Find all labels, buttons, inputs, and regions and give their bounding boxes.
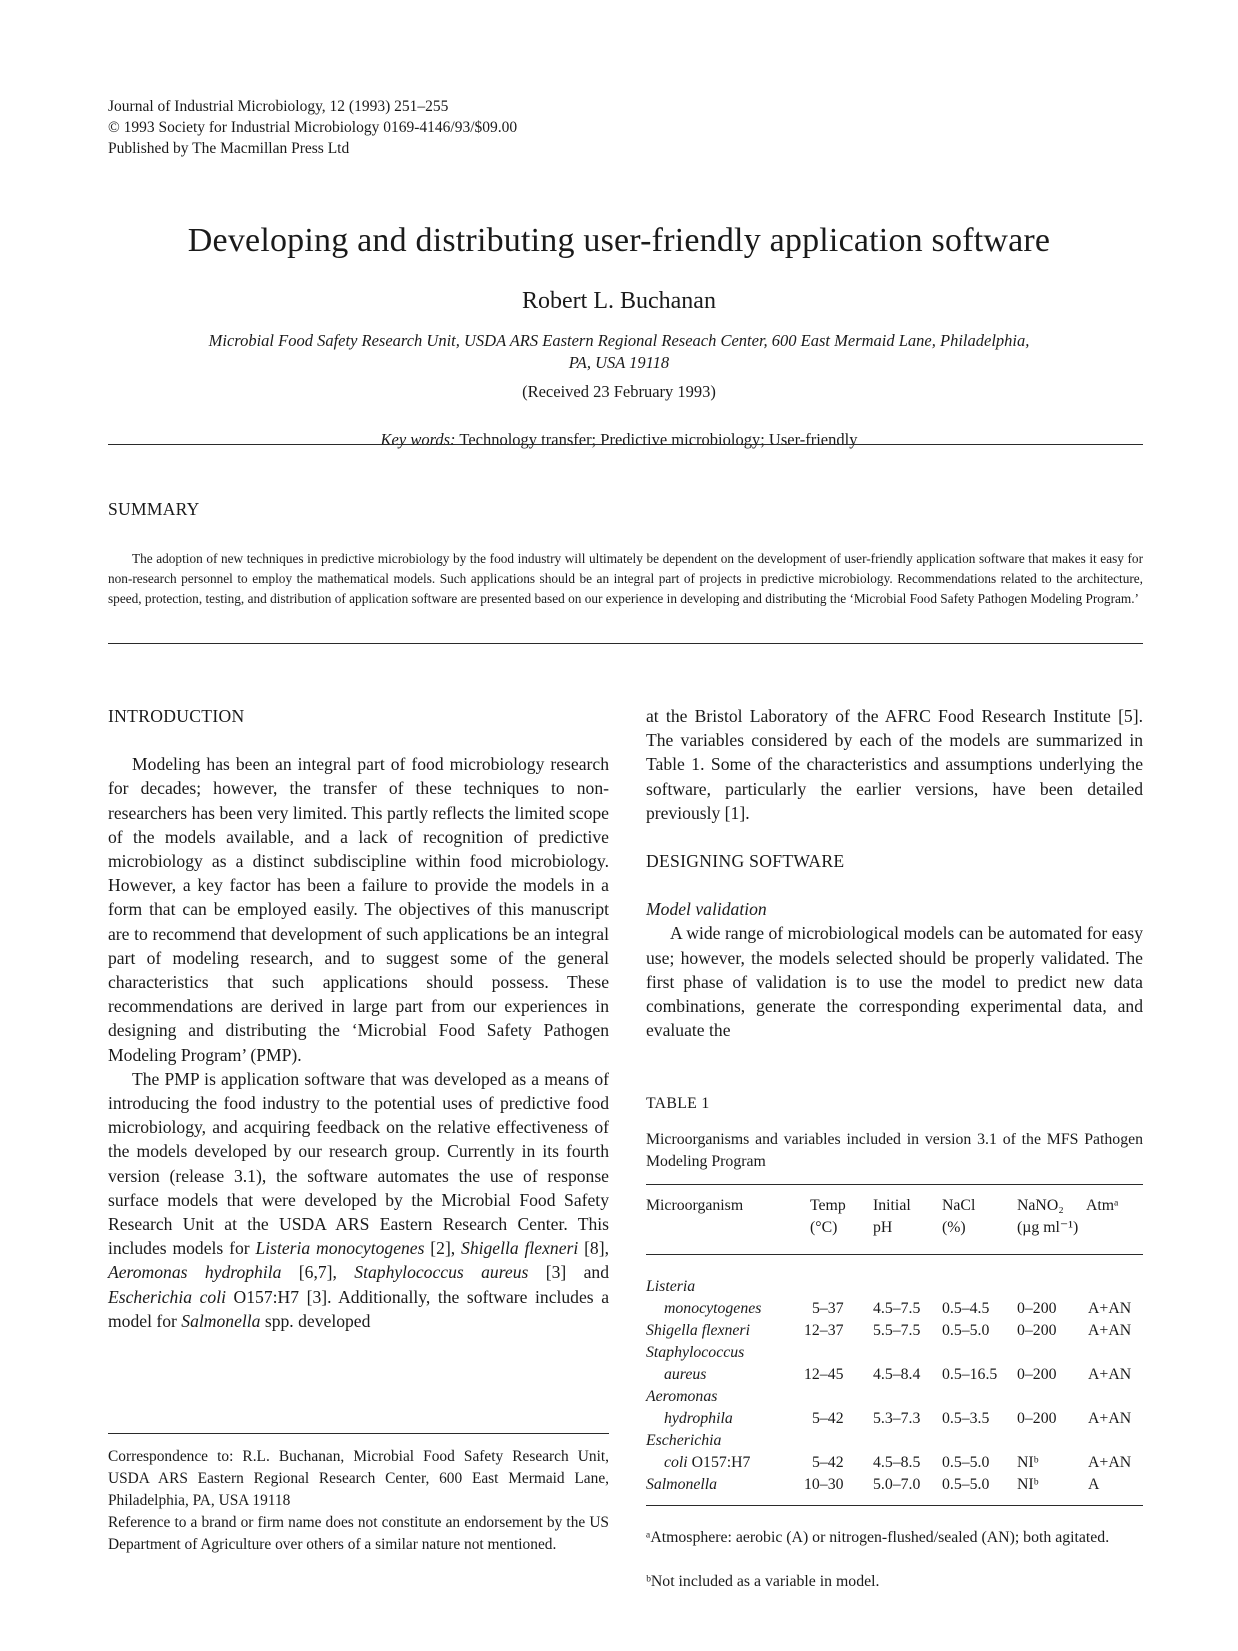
footnote [108, 1446, 609, 1556]
row-temp: 5–42 [812, 1454, 844, 1471]
row-nano2: 0–200 [1017, 1300, 1057, 1317]
table-caption: Microorganisms and variables included in version 3.1 of the MFS Pathogen Modeling Program [646, 1131, 1143, 1170]
summary-heading: SUMMARY [108, 499, 200, 519]
row-organism-species: monocytogenes [664, 1300, 762, 1317]
table-bottom-rule [646, 1505, 1143, 1506]
summary-text: The adoption of new techniques in predictive microbiology by the food industry will ultimately be dependent on the development of user-friendly application software that makes it easy for non-research personnel to employ the mathematical models. Such applications should be an integral part of projects in predictive microbiology. Recommendations related to the architecture, speed, protection, testing, and distribution of application software are presented based on our experience in developing and distributing the ‘Microbial Food Safety Pathogen Modeling Program.’ [108, 551, 1143, 606]
row-ph: 4.5–7.5 [873, 1300, 921, 1317]
row-nano2: NIᵇ [1017, 1454, 1039, 1471]
row-organism-genus: Listeria [646, 1278, 696, 1295]
row-atm: A+AN [1088, 1410, 1132, 1427]
row-atm: A [1088, 1476, 1100, 1493]
correspondence-note: Correspondence to: R.L. Buchanan, Microbial Food Safety Research Unit, USDA ARS Eastern Regional Research Center, 600 East Mermaid Lane, Philadelphia, PA, USA 19118 [108, 1448, 609, 1509]
copyright-line: © 1993 Society for Industrial Microbiology 0169-4146/93/$09.00 [108, 119, 518, 136]
author-affiliation [150, 330, 1088, 374]
row-organism-genus: Aeromonas [646, 1388, 718, 1405]
table-note-a: ᵃAtmosphere: aerobic (A) or nitrogen-flushed/sealed (AN); both agitated. [646, 1529, 1110, 1546]
table-header-rule [646, 1254, 1143, 1255]
row-nacl: 0.5–5.0 [942, 1476, 990, 1493]
row-nano2: 0–200 [1017, 1366, 1057, 1383]
received-date: (Received 23 February 1993) [522, 382, 716, 401]
row-nano2: 0–200 [1017, 1322, 1057, 1339]
publisher-line: Published by The Macmillan Press Ltd [108, 140, 350, 157]
right-column [646, 704, 1143, 1042]
introduction-heading: INTRODUCTION [108, 706, 245, 726]
table-label: TABLE 1 [646, 1095, 710, 1112]
row-organism-genus: Escherichia [646, 1432, 722, 1449]
model-validation-paragraph: A wide range of microbiological models can be automated for easy use; however, the models selected should be properly validated. The first phase of validation is to use the model to predict new data combinations, generate the corresponding experimental data, and evaluate the [646, 923, 1143, 1041]
journal-citation: Journal of Industrial Microbiology, 12 (1993) 251–255 [108, 98, 449, 115]
row-nacl: 0.5–3.5 [942, 1410, 990, 1427]
row-atm: A+AN [1088, 1300, 1132, 1317]
col-header-nano2-unit: (µg ml⁻¹) [1017, 1219, 1079, 1236]
table-note-b: ᵇNot included as a variable in model. [646, 1573, 880, 1590]
affiliation-line-1: Microbial Food Safety Research Unit, USDA ARS Eastern Regional Reseach Center, 600 East Mermaid Lane, Philadelphia, [208, 331, 1030, 350]
row-organism-species-strain: coli O157:H7 [664, 1454, 751, 1471]
row-temp: 10–30 [804, 1476, 844, 1493]
journal-header [108, 96, 517, 159]
col-header-ph: Initial [873, 1197, 911, 1214]
row-nacl: 0.5–16.5 [942, 1366, 998, 1383]
row-nano2: NIᵇ [1017, 1476, 1039, 1493]
row-atm: A+AN [1088, 1366, 1132, 1383]
col-header-organism: Microorganism [646, 1197, 744, 1214]
disclaimer-note: Reference to a brand or firm name does not constitute an endorsement by the US Department of Agriculture over others of a similar nature not mentioned. [108, 1514, 609, 1553]
col-header-nano2: NaNO₂ [1017, 1197, 1064, 1214]
intro-paragraph-2: The PMP is application software that was developed as a means of introducing the food industry to the potential uses of predictive food microbiology, and acquiring feedback on the relative effectiveness of the models developed by our research group. Currently in its fourth version (release 3.1), the software automates the use of response surface models that were developed by the Microbial Food Safety Research Unit at the USDA ARS Eastern Research Center. This includes models for Listeria monocytogenes [2], Shigella flexneri [8], Aeromonas hydrophila [6,7], Staphylococcus aureus [3] and Escherichia coli O157:H7 [3]. Additionally, the software includes a model for Salmonella spp. developed [108, 1068, 610, 1331]
row-ph: 5.0–7.0 [873, 1476, 921, 1493]
row-nano2: 0–200 [1017, 1410, 1057, 1427]
keywords-label: Key words: [380, 430, 456, 449]
row-nacl: 0.5–4.5 [942, 1300, 990, 1317]
row-organism-species: aureus [664, 1366, 707, 1383]
model-validation-subheading: Model validation [646, 899, 767, 920]
article-title: Developing and distributing user-friendly application software [187, 222, 1051, 259]
row-temp: 12–45 [804, 1366, 844, 1383]
keywords-list: Technology transfer; Predictive microbiology; User-friendly [459, 430, 858, 449]
table-top-rule [646, 1184, 1143, 1185]
col-header-nacl-unit: (%) [942, 1219, 966, 1236]
row-organism-genus: Salmonella [646, 1476, 718, 1493]
left-column [108, 704, 609, 1333]
row-ph: 4.5–8.4 [873, 1366, 921, 1383]
row-ph: 5.5–7.5 [873, 1322, 921, 1339]
affiliation-line-2: PA, USA 19118 [568, 353, 670, 372]
row-nacl: 0.5–5.0 [942, 1322, 990, 1339]
footnote-divider [108, 1433, 609, 1434]
divider-top [108, 444, 1143, 445]
keywords [0, 430, 1238, 450]
article-author: Robert L. Buchanan [522, 288, 716, 314]
col-header-nacl: NaCl [942, 1197, 976, 1214]
col-header-temp-unit: (°C) [810, 1219, 838, 1236]
row-atm: A+AN [1088, 1454, 1132, 1471]
row-temp: 12–37 [804, 1322, 844, 1339]
designing-heading: DESIGNING SOFTWARE [646, 851, 845, 872]
row-temp: 5–37 [812, 1300, 844, 1317]
col-header-temp: Temp [810, 1197, 846, 1214]
intro-paragraph-1: Modeling has been an integral part of food microbiology research for decades; however, the transfer of these techniques to non-researchers has been very limited. This partly reflects the limited scope of the models available, and a lack of recognition of predictive microbiology as a distinct subdiscipline within food microbiology. However, a key factor has been a failure to provide the models in a form that can be employed easily. The objectives of this manuscript are to recommend that development of such applications be an integral part of modeling research, and to suggest some of the general characteristics that such applications should possess. These recommendations are derived in large part from our experiences in designing and distributing the ‘Microbial Food Safety Pathogen Modeling Program’ (PMP). [108, 754, 609, 1065]
row-nacl: 0.5–5.0 [942, 1454, 990, 1471]
row-ph: 4.5–8.5 [873, 1454, 921, 1471]
intro-continued: at the Bristol Laboratory of the AFRC Food Research Institute [5]. The variables considered by each of the models are summarized in Table 1. Some of the characteristics and assumptions underlying the software, particularly the earlier versions, have been detailed previously [1]. [646, 706, 1143, 823]
col-header-atm: Atmᵃ [1086, 1197, 1119, 1214]
col-header-ph-unit: pH [873, 1219, 893, 1236]
row-temp: 5–42 [812, 1410, 844, 1427]
row-atm: A+AN [1088, 1322, 1132, 1339]
row-organism-genus: Shigella flexneri [646, 1322, 750, 1339]
row-organism-species: hydrophila [664, 1410, 733, 1427]
row-ph: 5.3–7.3 [873, 1410, 921, 1427]
row-organism-genus: Staphylococcus [646, 1344, 745, 1361]
divider-summary [108, 643, 1143, 644]
